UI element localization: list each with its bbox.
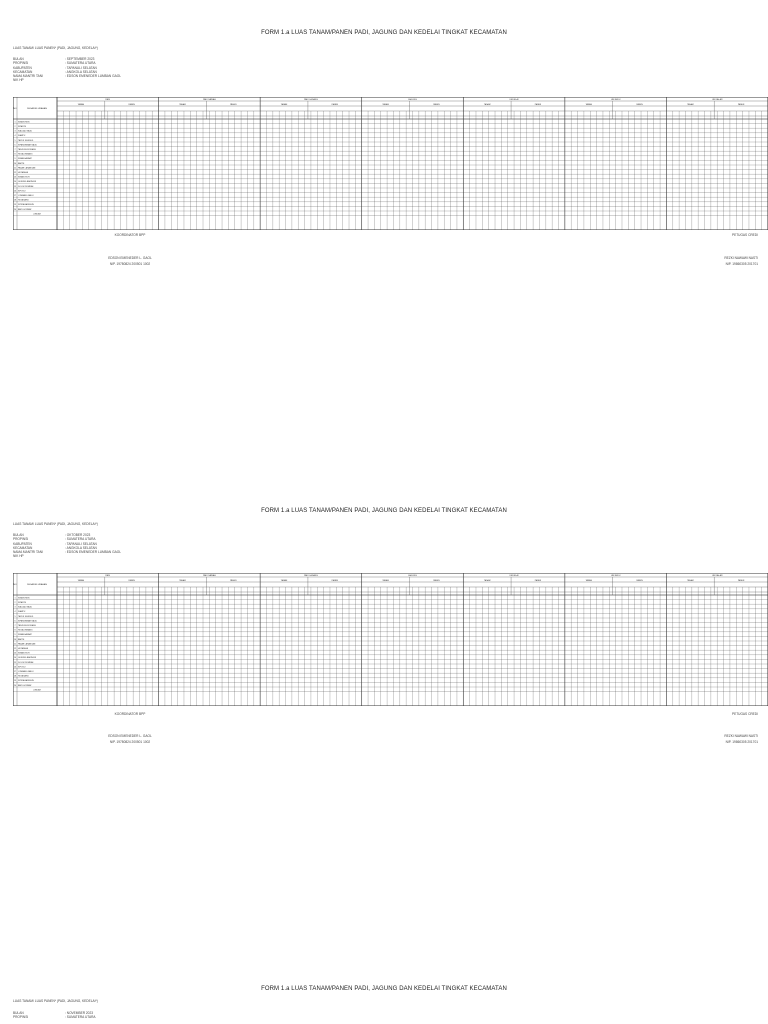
village-name: SIMATORKIS (18, 121, 30, 124)
meta-label: NIK HP (13, 554, 24, 559)
village-name: GUNUNG BARINGIN (18, 657, 37, 660)
village-name: TANJUNG MORANG (18, 149, 36, 151)
commodity-group-label: KEDELAI (509, 575, 519, 577)
commodity-group-label: PADI SAWAH (202, 99, 216, 101)
sub-header-panen: PANEN (433, 580, 440, 582)
meta-value: : ANGKOLA SELATAN (65, 545, 97, 550)
sub-header-panen: PANEN (534, 580, 542, 582)
row-number: 2 (14, 602, 16, 604)
sub-header-tanam: TANAM (179, 580, 186, 582)
form-subtitle: LUAS TANAM/ LUAS PANEN* (PADI, JAGUNG, KEDELAI*) (13, 999, 98, 1003)
form-subtitle: LUAS TANAM/ LUAS PANEN* (PADI, JAGUNG, KEDELAI*) (13, 522, 98, 526)
sub-header-panen: PANEN (636, 580, 643, 582)
village-name: SIPANTE (18, 602, 26, 604)
sub-header-panen: PANEN (230, 580, 237, 582)
commodity-group-label: UBI JALAR (711, 99, 723, 101)
village-name: SIAMPU (18, 611, 26, 614)
row-number: 9 (14, 634, 16, 637)
commodity-group-label: PADI SAWAH (202, 575, 216, 577)
form-title: FORM 1.a LUAS TANAM/PANEN PADI, JAGUNG DAN KEDELAI TINGKAT KECAMATAN (261, 30, 507, 36)
sub-header-tanam: TANAM (77, 580, 85, 582)
row-number: 8 (14, 629, 16, 632)
row-number: 12 (13, 172, 17, 174)
village-name: TAPUS SIGIKEUL (18, 615, 34, 618)
village-name: SIPOGU (18, 190, 26, 193)
village-name: GUNUNG BARINGIN (18, 181, 37, 184)
meta-row (13, 1015, 96, 1019)
sub-header-tanam: TANAM (687, 580, 694, 582)
no-header: NO (13, 108, 17, 110)
desa-header: DESA/KELURAHAN (27, 108, 47, 110)
sub-header-panen: PANEN (331, 104, 339, 106)
village-name: SIPANTE (18, 126, 26, 128)
row-number: 17 (13, 671, 17, 673)
table-frame (13, 97, 768, 230)
row-number: 15 (13, 185, 17, 188)
right-signature-role: PETUGAS CREDI (731, 233, 758, 237)
sub-header-tanam: TANAM (382, 580, 389, 582)
meta-value: : OKTOBER 2023 (65, 533, 91, 537)
village-name: SIMANOSOR (18, 176, 30, 179)
table-frame (13, 573, 768, 706)
sub-header-tanam: TANAM (280, 104, 288, 106)
village-name: HUTALOMBANG (18, 629, 33, 632)
village-name: LOMBANG NAULI (18, 195, 34, 197)
commodity-group-label: PADI (105, 575, 111, 577)
row-number: 12 (13, 648, 17, 650)
meta-value: : ANGKOLA SELATAN (65, 69, 97, 74)
sub-header-panen: PANEN (737, 580, 745, 582)
form-meta (13, 533, 121, 559)
right-signature-name: REZKI NAWAWI NASTI (724, 734, 758, 738)
row-number: 20 (13, 684, 17, 687)
row-number: 13 (13, 176, 17, 179)
form-title: FORM 1.a LUAS TANAM/PANEN PADI, JAGUNG DAN KEDELAI TINGKAT KECAMATAN (261, 508, 507, 514)
meta-label: KECAMATAN (13, 69, 33, 74)
row-number: 19 (13, 204, 17, 207)
meta-value: : SUMATERA UTARA (65, 537, 96, 542)
row-number: 7 (14, 149, 16, 151)
sub-header-tanam: TANAM (585, 580, 592, 582)
left-signature-name: EDSON EMENEDER L. GAOL (108, 256, 152, 260)
commodity-group-label: UBI KAYU (610, 99, 621, 101)
sub-header-panen: PANEN (128, 580, 135, 582)
commodity-group-label: JAGUNG (408, 575, 417, 577)
meta-value: : TAPANULI SELATAN (65, 65, 97, 70)
commodity-group-label: UBI KAYU (610, 575, 621, 577)
row-number: 10 (13, 638, 17, 641)
meta-label: BULAN (13, 1011, 24, 1015)
village-name: SIMANOSOR (18, 652, 30, 655)
village-name: PASAR LARANGAN (18, 643, 36, 646)
row-number: 2 (14, 126, 16, 128)
village-name: BAPPE (18, 638, 25, 641)
row-number: 7 (14, 625, 16, 627)
village-name: BATU HORMAT (18, 208, 32, 211)
row-number: 9 (14, 158, 16, 161)
row-number: 5 (14, 139, 16, 142)
row-number: 4 (14, 135, 16, 138)
row-number: 1 (14, 121, 16, 124)
meta-label: PROPINSI (13, 1015, 29, 1020)
village-name: LOMBANG NAULI (18, 671, 34, 673)
row-number: 19 (13, 680, 17, 683)
village-name: SIPIRA BARINGIN (18, 204, 34, 207)
sub-header-panen: PANEN (534, 104, 542, 106)
row-number: 16 (13, 190, 17, 193)
left-signature-role: KOORDINATOR BPP (114, 712, 146, 716)
sub-header-panen: PANEN (331, 580, 339, 582)
desa-header: DESA/KELURAHAN (27, 584, 47, 586)
meta-value: : EDSON EMENEDER LUMBAN GAOL (65, 550, 121, 555)
sub-header-panen: PANEN (128, 104, 135, 106)
no-header: NO (13, 584, 17, 586)
meta-value: : NOVEMBER 2023 (65, 1011, 93, 1015)
meta-value: : SEPTEMBER 2023 (65, 57, 95, 61)
village-name: DOLOK ROMPAH (18, 661, 34, 664)
total-label: JUMLAH (33, 689, 41, 692)
meta-value: : EDSON EMENEDER LUMBAN GAOL (65, 74, 121, 79)
village-name: SIMATORKIS (18, 597, 30, 600)
row-number: 16 (13, 666, 17, 669)
meta-label: PROPINSI (13, 537, 29, 542)
commodity-group-label: JAGUNG (408, 99, 417, 101)
left-signature-nip: NIP. 19780824 200501 1002 (109, 740, 151, 744)
sub-header-panen: PANEN (737, 104, 745, 106)
meta-label: BULAN (13, 57, 24, 61)
form-subtitle: LUAS TANAM/ LUAS PANEN* (PADI, JAGUNG, KEDELAI*) (13, 46, 98, 50)
meta-value: : SUMATERA UTARA (65, 1015, 96, 1020)
meta-label: NAMA MANTRI TANI (13, 74, 43, 79)
row-number: 17 (13, 195, 17, 197)
form-meta (13, 1011, 96, 1020)
row-number: 18 (13, 675, 17, 678)
meta-label: NIK HP (13, 78, 24, 83)
village-name: HUTARAJA (18, 172, 28, 174)
row-number: 11 (14, 643, 16, 646)
row-number: 6 (14, 620, 16, 623)
meta-label: PROPINSI (13, 61, 29, 66)
commodity-group-label: KEDELAI (509, 99, 519, 101)
sub-header-panen: PANEN (433, 104, 440, 106)
sub-header-tanam: TANAM (585, 104, 592, 106)
village-name: SIALI-ALI NAULI (18, 130, 33, 133)
village-name: HUTA BARU (18, 199, 29, 202)
form-meta (13, 57, 121, 83)
commodity-group-label: PADI (105, 99, 111, 101)
sub-header-tanam: TANAM (483, 104, 491, 106)
village-name: HUTALOMBANG (18, 153, 33, 156)
sub-header-tanam: TANAM (179, 104, 186, 106)
village-name: SIMANGAMBAT (18, 634, 32, 637)
commodity-group-label: PADI LADANG (304, 575, 318, 577)
row-number: 14 (13, 181, 17, 184)
village-name: SIPOGU (18, 666, 26, 669)
right-signature-role: PETUGAS CREDI (731, 712, 758, 716)
row-number: 8 (14, 153, 16, 156)
commodity-group-label: PADI LADANG (304, 99, 318, 101)
village-name: TAPUS SIGIKEUL (18, 139, 34, 142)
row-number: 3 (14, 606, 16, 609)
row-number: 11 (14, 167, 16, 170)
village-name: HUTA BARU (18, 675, 29, 678)
meta-row (13, 554, 121, 558)
meta-label: BULAN (13, 533, 24, 537)
row-number: 1 (14, 597, 16, 600)
village-name: TANJUNG MORANG (18, 625, 36, 627)
village-name: SIAMPU (18, 135, 26, 138)
left-signature-role: KOORDINATOR BPP (114, 233, 146, 237)
row-number: 6 (14, 144, 16, 147)
row-number: 3 (14, 130, 16, 133)
meta-label: NAMA MANTRI TANI (13, 550, 43, 555)
data-table (13, 573, 768, 706)
row-number: 18 (13, 199, 17, 202)
sub-header-panen: PANEN (230, 104, 237, 106)
row-number: 15 (13, 661, 17, 664)
meta-label: KECAMATAN (13, 545, 33, 550)
village-name: BAPPE (18, 162, 25, 165)
village-name: HUTARAJA (18, 648, 28, 650)
sub-header-tanam: TANAM (483, 580, 491, 582)
row-number: 4 (14, 611, 16, 614)
right-signature-nip: NIP. 19860305 201701 (725, 262, 758, 266)
meta-row (13, 78, 121, 82)
meta-value: : TAPANULI SELATAN (65, 541, 97, 546)
meta-label: KABUPATEN (13, 541, 32, 546)
village-name: SIPANGIMBAR NAULI (18, 144, 38, 147)
row-number: 5 (14, 615, 16, 618)
village-name: SIMANGAMBAT (18, 158, 32, 161)
form-title: FORM 1.a LUAS TANAM/PANEN PADI, JAGUNG DAN KEDELAI TINGKAT KECAMATAN (261, 986, 507, 992)
data-table (13, 97, 768, 230)
village-name: SIPANGIMBAR NAULI (18, 620, 38, 623)
meta-label: KABUPATEN (13, 65, 32, 70)
sub-header-tanam: TANAM (382, 104, 389, 106)
village-name: BATU HORMAT (18, 684, 32, 687)
left-signature-name: EDSON EMENEDER L. GAOL (108, 734, 152, 738)
right-signature-nip: NIP. 19860305 201701 (725, 740, 758, 744)
village-name: DOLOK ROMPAH (18, 185, 34, 188)
village-name: SIALI-ALI NAULI (18, 606, 33, 609)
commodity-group-label: UBI JALAR (711, 575, 723, 577)
village-name: PASAR LARANGAN (18, 167, 36, 170)
sub-header-tanam: TANAM (77, 104, 85, 106)
sub-header-panen: PANEN (636, 104, 643, 106)
row-number: 10 (13, 162, 17, 165)
row-number: 13 (13, 652, 17, 655)
right-signature-name: REZKI NAWAWI NASTI (724, 256, 758, 260)
row-number: 14 (13, 657, 17, 660)
total-label: JUMLAH (33, 213, 41, 216)
sub-header-tanam: TANAM (280, 580, 288, 582)
row-number: 20 (13, 208, 17, 211)
village-name: SIPIRA BARINGIN (18, 680, 34, 683)
meta-value: : SUMATERA UTARA (65, 61, 96, 66)
left-signature-nip: NIP. 19780824 200501 1002 (109, 262, 151, 266)
sub-header-tanam: TANAM (687, 104, 694, 106)
